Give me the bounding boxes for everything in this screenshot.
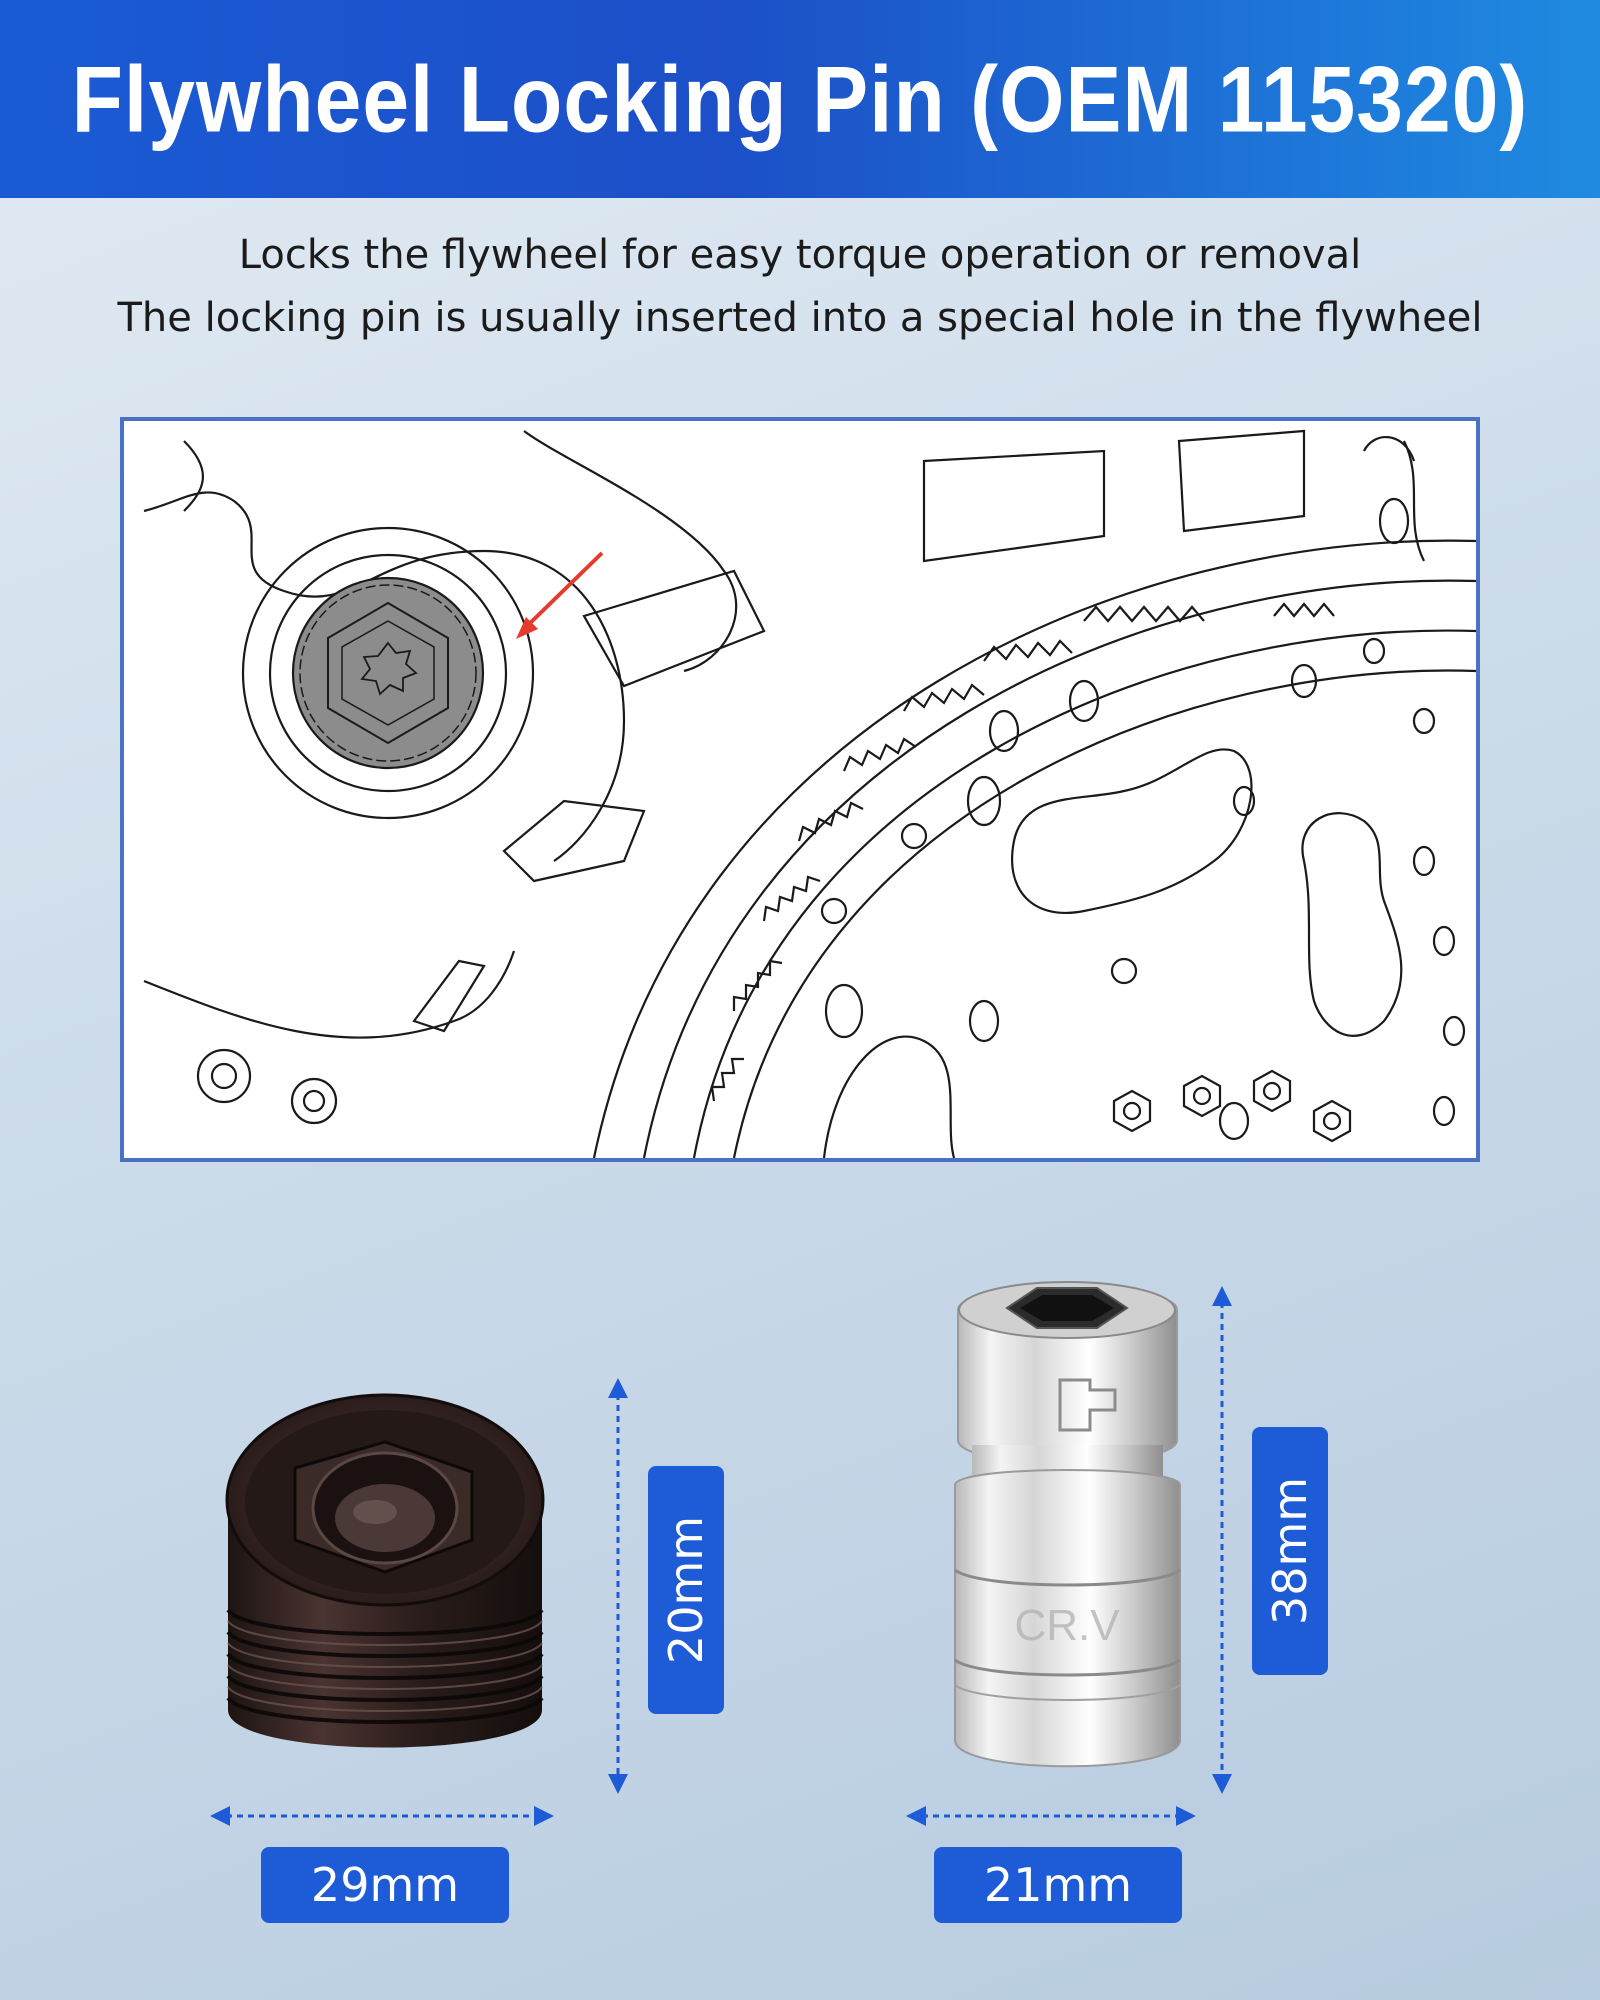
- socket-adapter-image: [940, 1270, 1195, 1790]
- socket-width-arrow: [906, 1798, 1196, 1834]
- locking-pin-image: [210, 1380, 560, 1780]
- pin-width-badge: [261, 1847, 509, 1923]
- svg-text:CR.V: CR.V: [1014, 1601, 1120, 1650]
- title-banner: [0, 0, 1600, 198]
- pin-height-badge: [648, 1466, 724, 1714]
- page-title: Flywheel Locking Pin (OEM 115320): [71, 45, 1529, 152]
- socket-height-badge: [1252, 1427, 1328, 1675]
- pin-width-label: 29mm: [310, 1858, 460, 1912]
- pin-width-arrow: [210, 1798, 554, 1834]
- flywheel-diagram: [120, 417, 1480, 1162]
- socket-height-arrow: [1204, 1286, 1240, 1794]
- socket-width-badge: [934, 1847, 1182, 1923]
- subtitle-line-1: Locks the flywheel for easy torque operation or removal: [238, 232, 1362, 278]
- pin-height-label: 20mm: [659, 1515, 713, 1665]
- socket-height-label: 38mm: [1263, 1476, 1317, 1626]
- subtitle-line-2: The locking pin is usually inserted into a special hole in the flywheel: [117, 295, 1483, 341]
- pin-height-arrow: [600, 1378, 636, 1794]
- socket-width-label: 21mm: [983, 1858, 1133, 1912]
